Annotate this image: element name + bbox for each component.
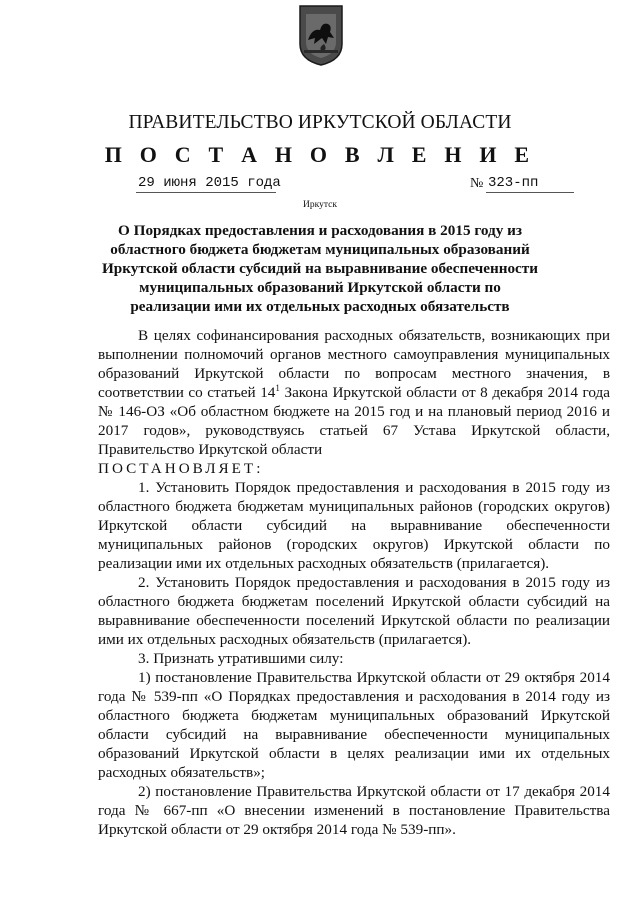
city-name: Иркутск (303, 200, 337, 210)
document-title: О Порядках предоставления и расходования в 2015 году из областного бюджета бюджетам муниципальных образований Иркутской области субсидий на выравнивание обеспеченности муниципальных образований Иркутской области по реализации ими их отдельных расходных обязательств (101, 222, 539, 315)
preamble-text-part2: Закона Иркутской области от 8 декабря 2014 года № 146-ОЗ «Об областном бюджете на 2015 год и на плановый период 2016 и 2017 годов», руководствуясь статьей 67 Устава Иркутской области, Правительство Иркутской области (98, 384, 610, 458)
document-type: П О С Т А Н О В Л Е Н И Е (104, 142, 536, 167)
government-name: ПРАВИТЕЛЬСТВО ИРКУТСКОЙ ОБЛАСТИ (128, 112, 512, 133)
number-underline (486, 192, 574, 193)
article-superscript: 1 (275, 383, 280, 393)
date-underline (136, 192, 276, 193)
preamble-paragraph (98, 326, 610, 459)
item-3-subitem-1: 1) постановление Правительства Иркутской области от 29 октября 2014 года № 539-пп «О Порядках предоставления и расходования в 2014 году из областного бюджета бюджетам муниципальных образований Иркутской области субсидий на выравнивание обеспеченности муниципальных образований Иркутской области в целях реализации ими их отдельных расходных обязательств»; (98, 669, 610, 781)
document-body (98, 326, 610, 839)
item-3: 3. Признать утратившими силу: (138, 650, 344, 667)
resolves-heading: ПОСТАНОВЛЯЕТ: (98, 460, 264, 477)
item-3-subitem-2: 2) постановление Правительства Иркутской области от 17 декабря 2014 года № 667-пп «О внесении изменений в постановление Правительства Иркутской области от 29 октября 2014 года № 539-пп». (98, 783, 610, 838)
irkutsk-region-coat-of-arms-icon (298, 4, 344, 66)
document-date: 29 июня 2015 года (138, 175, 281, 191)
preamble-text-part1: В целях софинансирования расходных обязательств, возникающих при выполнении полномочий органов местного самоуправления муниципальных образований Иркутской области по вопросам местного значения, в соответствии со статьей 14 (98, 327, 610, 401)
item-1: 1. Установить Порядок предоставления и расходования в 2015 году из областного бюджета бюджетам муниципальных районов (городских округов) Иркутской области субсидий на выравнивание обеспеченности муниципальных районов (городских округов) Иркутской области по реализации ими их отдельных расходных обязательств (прилагается). (98, 479, 610, 572)
number-sign: № (470, 176, 484, 191)
item-2: 2. Установить Порядок предоставления и расходования в 2015 году из областного бюджета бюджетам поселений Иркутской области субсидий на выравнивание обеспеченности поселений Иркутской области по реализации ими их отдельных расходных обязательств (прилагается). (98, 574, 610, 648)
document-number: 323-пп (488, 175, 539, 191)
